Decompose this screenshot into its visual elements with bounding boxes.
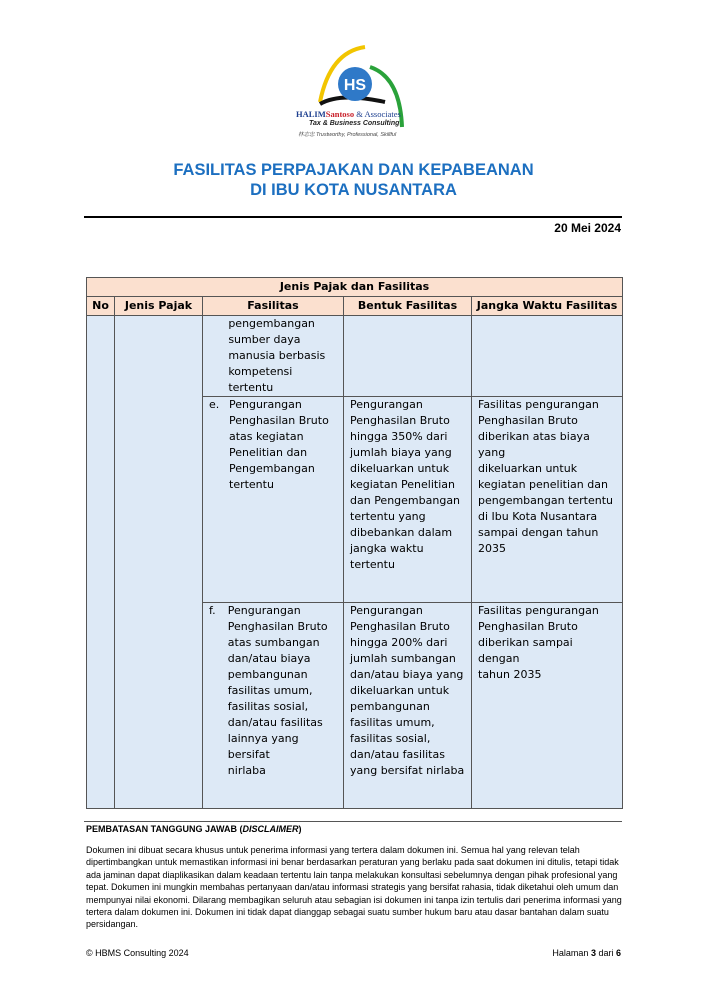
- cell-jangka: Fasilitas pengurangan Penghasilan Bruto diberikan atas biaya yang dikeluarkan untuk kegiatan penelitian dan pengembangan tertentu di Ibu Kota Nusantara sampai dengan tahun 2035: [472, 397, 623, 603]
- cell-fasilitas: f. Pengurangan Penghasilan Bruto atas sumbangan dan/atau biaya pembangunan fasilitas umum, fasilitas sosial, dan/atau fasilitas lainnya yang bersifat nirlaba: [203, 603, 344, 809]
- document-date: 20 Mei 2024: [554, 221, 621, 235]
- col-header-fasilitas: Fasilitas: [203, 297, 344, 316]
- cell-fasilitas: pengembangan sumber daya manusia berbasis kompetensi tertentu: [203, 316, 344, 397]
- divider: [84, 216, 622, 218]
- cell-no: [87, 316, 115, 809]
- cell-bentuk: [344, 316, 472, 397]
- cell-bentuk: Pengurangan Penghasilan Bruto hingga 200% dari jumlah sumbangan dan/atau biaya yang dikeluarkan untuk pembangunan fasilitas umum, fasilitas sosial, dan/atau fasilitas yang bersifat nirlaba: [344, 603, 472, 809]
- cell-bentuk: Pengurangan Penghasilan Bruto hingga 350% dari jumlah biaya yang dikeluarkan untuk kegiatan Penelitian dan Pengembangan tertentu yang dibebankan dalam jangka waktu tertentu: [344, 397, 472, 603]
- table-group-header: Jenis Pajak dan Fasilitas: [87, 278, 623, 297]
- facilities-table: [86, 277, 623, 809]
- col-header-no: No: [87, 297, 115, 316]
- cell-jangka: Fasilitas pengurangan Penghasilan Bruto diberikan sampai dengan tahun 2035: [472, 603, 623, 809]
- logo-tagline: Tax & Business Consulting: [309, 120, 400, 127]
- cell-jangka: [472, 316, 623, 397]
- page-title: FASILITAS PERPAJAKAN DAN KEPABEANAN DI IBU KOTA NUSANTARA: [173, 161, 534, 199]
- disclaimer-title: PEMBATASAN TANGGUNG JAWAB (DISCLAIMER): [86, 824, 302, 834]
- divider: [84, 821, 622, 822]
- cell-jenis-pajak: [115, 316, 203, 809]
- logo-monogram: HS: [343, 77, 367, 94]
- table-row: [87, 316, 623, 397]
- col-header-jangka: Jangka Waktu Fasilitas: [472, 297, 623, 316]
- col-header-bentuk: Bentuk Fasilitas: [344, 297, 472, 316]
- cell-fasilitas: e. Pengurangan Penghasilan Bruto atas kegiatan Penelitian dan Pengembangan tertentu: [203, 397, 344, 603]
- footer-page-number: Halaman 3 dari 6: [552, 948, 621, 958]
- logo-motto: 林志忠 Trustworthy, Professional, Skillful: [298, 132, 397, 138]
- col-header-jenis-pajak: Jenis Pajak: [115, 297, 203, 316]
- logo-company-name: HALIMSantoso & Associates: [296, 109, 401, 119]
- disclaimer-body: Dokumen ini dibuat secara khusus untuk penerima informasi yang tertera dalam dokumen ini. Semua hal yang relevan telah dipertimbangkan untuk memastikan informasi ini benar berdasarkan peraturan yang berlaku pada saat dokumen ini ditulis, tetapi tidak ada jaminan dapat diaplikasikan dalam keadaan tertentu lain tanpa melakukan konsultasi sebelumnya dengan pihak profesional yang tepat. Dokumen ini mungkin membahas pertanyaan dan/atau informasi strategis yang bersifat rahasia, tidak diketahui oleh umum dan mempunyai nilai ekonomi. Dilarang membagikan seluruh atau sebagian isi dokumen ini tanpa izin tertulis dari penerima informasi yang tertera dalam dokumen ini. Dokumen ini tidak dapat dianggap sebagai suatu sumber hukum baru atau dasar bantahan dalam suatu persidangan.: [86, 845, 622, 930]
- footer-copyright: © HBMS Consulting 2024: [86, 948, 189, 958]
